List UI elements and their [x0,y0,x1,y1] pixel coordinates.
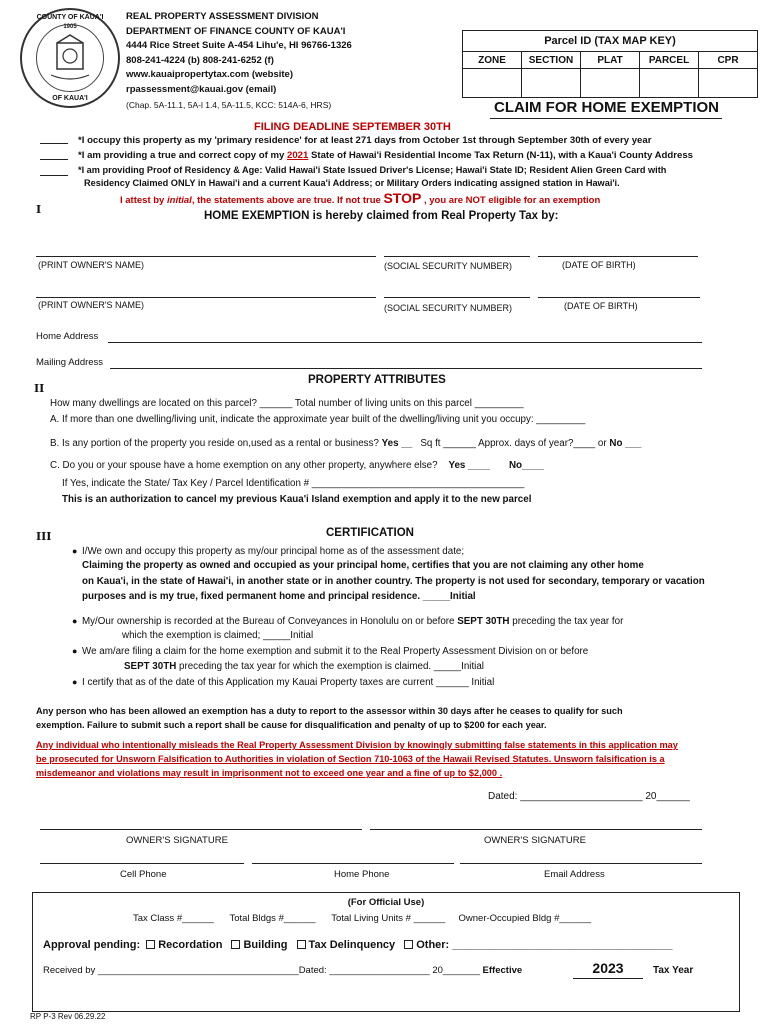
cell-phone-label: Cell Phone [120,869,167,880]
bullet-3: ● [72,646,78,656]
requirement-3-cont: Residency Claimed ONLY in Hawai'i and a current Kaua'i Address; or Military Orders indicating assigned station in Hawai'i. [84,178,620,188]
property-attributes-title: PROPERTY ATTRIBUTES [308,374,446,386]
requirement-2-rest: State of Hawai'i Residential Income Tax Return (N-11), with a Kaua'i County Address [311,150,693,161]
parcel-entry-row[interactable] [463,69,757,97]
county-seal [20,8,120,108]
parcel-col-parcel: PARCEL [640,52,699,68]
bullet-4: ● [72,677,78,687]
section-3-numeral: III [36,530,52,543]
home-address-field[interactable] [108,342,702,343]
effective-year: 2023 [573,960,643,979]
department-name: DEPARTMENT OF FINANCE COUNTY OF KAUA'I [126,25,346,37]
initial-line-3[interactable] [40,175,68,176]
cert-2-text: My/Our ownership is recorded at the Bureau of Conveyances in Honolulu on or before [82,616,455,627]
official-use-title: (For Official Use) [347,897,425,908]
ssn-label-1: (SOCIAL SECURITY NUMBER) [384,261,513,271]
owner-signature-line-2[interactable] [370,829,702,830]
cert-2-deadline: SEPT 30TH [457,616,510,627]
cert-1-line-1: I/We own and occupy this property as my/our principal home as of the assessment date; [82,546,465,557]
street-address: 4444 Rice Street Suite A-454 Lihu'e, HI 96766-1326 [126,40,352,51]
dob-line-1[interactable] [538,256,698,257]
claim-heading: HOME EXEMPTION is hereby claimed from Real Property Tax by: [204,210,559,222]
cell-phone-line[interactable] [40,863,244,864]
seal-emblem [36,24,104,92]
mailing-address-label: Mailing Address [36,357,104,368]
owner-name-line-2[interactable] [36,297,376,298]
building-checkbox[interactable] [231,940,240,949]
question-b-yes[interactable]: Yes __ [381,438,413,449]
mailing-address-field[interactable] [110,368,702,369]
home-address-label: Home Address [36,331,99,342]
cert-1-line-3: on Kaua'i, in the state of Hawai'i, in another state or in another country. The property is not used for secondary, temporary or vacation [82,576,705,587]
email-label: Email Address [544,869,605,880]
certification-title: CERTIFICATION [326,527,414,539]
initial-line-2[interactable] [40,159,68,160]
approval-pending-label: Approval pending: [43,939,141,951]
cert-2-line-2[interactable]: which the exemption is claimed; _____Initial [122,630,314,641]
parcel-col-cpr: CPR [717,55,739,66]
requirement-1: *I occupy this property as my 'primary residence' for at least 271 days from October 1st through September 30th of every year [78,135,652,146]
cancel-authorization: This is an authorization to cancel my previous Kaua'i Island exemption and apply it to the new parcel [62,494,532,505]
question-c-yes[interactable]: Yes ____ [448,460,490,471]
recordation-label: Recordation [158,939,223,951]
official-use-box [32,892,740,1012]
requirement-3: *I am providing Proof of Residency & Age: Valid Hawai'i State Issued Driver's License; Hawai'i State ID; Resident Alien Green Card with [78,165,667,175]
ssn-line-1[interactable] [384,256,530,257]
warning-line-3: misdemeanor and violations may result in imprisonment not to exceed one year and a fine of up to $2,000 . [36,768,503,778]
parcel-col-plat: PLAT [581,52,640,68]
owner-name-label-2: (PRINT OWNER'S NAME) [38,300,145,310]
tax-delinquency-label: Tax Delinquency [308,939,396,951]
seal-top-text: COUNTY OF KAUA'I [36,14,104,21]
question-c-text: C. Do you or your spouse have a home exemption on any other property, anywhere else? [50,460,438,471]
cert-3-line-1: We am/are filing a claim for the home exemption and submit it to the Real Property Assessment Division on or before [82,646,589,657]
dob-label-1: (DATE OF BIRTH) [562,260,636,270]
section-2-numeral: II [34,382,45,395]
building-label: Building [243,939,288,951]
owner-name-line-1[interactable] [36,256,376,257]
parcel-columns [463,51,757,69]
attest-pre: I attest by [120,195,165,206]
title-underline [490,118,722,119]
owner-name-label-1: (PRINT OWNER'S NAME) [38,260,145,270]
attest-post: , you are NOT eligible for an exemption [423,195,601,206]
question-c[interactable] [50,459,544,473]
other-field[interactable]: Other: ____________________________________ [416,939,673,951]
tax-year-label: Tax Year [653,965,694,976]
notice-line-1: Any person who has been allowed an exemption has a duty to report to the assessor within 30 days after he ceases to qualify for such [36,706,623,716]
other-checkbox[interactable] [404,940,413,949]
dwellings-question[interactable]: How many dwellings are located on this parcel? ______ Total number of living units on this parcel _________ [50,398,524,409]
section-1-numeral: I [36,203,42,216]
filing-deadline: FILING DEADLINE SEPTEMBER 30TH [254,121,451,133]
ssn-line-2[interactable] [384,297,530,298]
seal-bottom-text: OF KAUA'I [52,95,88,102]
official-counts-row[interactable]: Tax Class #______ Total Bldgs #______ Total Living Units # ______ Owner-Occupied Bldg #______ [133,913,592,924]
falsification-warning [36,738,678,780]
email-line[interactable] [460,863,702,864]
duty-to-report-notice [36,704,623,732]
bullet-2: ● [72,616,78,626]
question-c-parcel-id[interactable]: If Yes, indicate the State/ Tax Key / Parcel Identification # _______________________________________ [62,478,525,489]
cert-1-line-2: Claiming the property as owned and occupied as your principal home, certifies that you are not claiming any other home [82,560,644,571]
received-by-row[interactable] [43,965,522,976]
dob-label-2: (DATE OF BIRTH) [564,301,638,311]
cert-3-line-2[interactable] [124,660,484,674]
ssn-label-2: (SOCIAL SECURITY NUMBER) [384,303,513,313]
effective-label: Effective [482,965,523,976]
owner-signature-label-1: OWNER'S SIGNATURE [126,835,228,846]
received-by-field[interactable]: Received by ______________________________________Dated: ___________________ 20_______ [43,965,480,976]
agency-header [126,10,352,97]
cert-3-deadline: SEPT 30TH [124,661,177,672]
warning-line-2: be prosecuted for Unsworn Falsification to Authorities in violation of Section 710-1063 of the Hawaii Revised Statutes. Unsworn falsification is a [36,754,665,764]
website-link[interactable]: www.kauaipropertytax.com (website) [126,69,293,80]
attest-statement [120,190,600,206]
phone-numbers: 808-241-4224 (b) 808-241-6252 (f) [126,54,274,66]
approval-pending-row [43,939,673,951]
parcel-id-box [462,30,758,98]
form-revision: RP P-3 Rev 06.29.22 [30,1012,106,1021]
chapter-reference: (Chap. 5A-11.1, 5A-l 1.4, 5A-11.5, KCC: 514A-6, HRS) [126,100,332,110]
question-c-no[interactable]: No____ [508,460,544,471]
cert-1-line-4[interactable]: purposes and is my true, fixed permanent home and principal residence. _____Initial [82,591,476,602]
attest-initial: initial [167,195,192,206]
requirement-2 [78,150,693,161]
question-b-text: B. Is any portion of the property you reside on,used as a rental or business? [50,438,379,449]
recordation-checkbox[interactable] [146,940,155,949]
initial-line-1[interactable] [40,143,68,144]
cert-2-line-1 [82,615,623,629]
question-b-no[interactable]: No ___ [609,438,642,449]
home-phone-line[interactable] [252,863,454,864]
owner-signature-label-2: OWNER'S SIGNATURE [484,835,586,846]
seal-year: 1905 [63,24,77,30]
cert-3-text-post: preceding the tax year for which the exemption is claimed. _____Initial [179,661,484,672]
cert-4[interactable]: I certify that as of the date of this Application my Kauai Property taxes are current ______ Initial [82,677,495,688]
warning-line-1: Any individual who intentionally misleads the Real Property Assessment Division by knowingly submitting false statements in this application may [36,740,678,750]
parcel-col-section: SECTION [522,52,581,68]
owner-signature-line-1[interactable] [40,829,362,830]
division-name: REAL PROPERTY ASSESSMENT DIVISION [126,11,319,22]
dob-line-2[interactable] [538,297,700,298]
attest-mid: , the statements above are true. If not true [191,195,381,206]
tax-return-year: 2021 [286,150,309,161]
bullet-1: ● [72,546,78,556]
cert-2-text-post: preceding the tax year for [512,616,624,627]
question-b-sqft[interactable]: Sq ft ______ Approx. days of year?____ or [420,438,607,449]
question-b[interactable] [50,437,642,451]
notice-line-2: exemption. Failure to submit such a report shall be cause for disqualification and penalty of up to $200 for each year. [36,720,547,730]
parcel-title: Parcel ID (TAX MAP KEY) [544,35,676,47]
dated-field[interactable]: Dated: ______________________ 20______ [488,791,690,802]
form-title: CLAIM FOR HOME EXEMPTION [494,99,719,116]
tax-delinquency-checkbox[interactable] [297,940,306,949]
home-phone-label: Home Phone [334,869,390,880]
parcel-col-zone: ZONE [463,52,522,68]
attest-stop: STOP [383,190,422,206]
email-link[interactable]: rpassessment@kauai.gov (email) [126,83,277,95]
requirement-2-text: *I am providing a true and correct copy of my [78,150,285,161]
question-a[interactable]: A. If more than one dwelling/living unit, indicate the approximate year built of the dwelling/living unit you occupy: _________ [50,414,586,425]
